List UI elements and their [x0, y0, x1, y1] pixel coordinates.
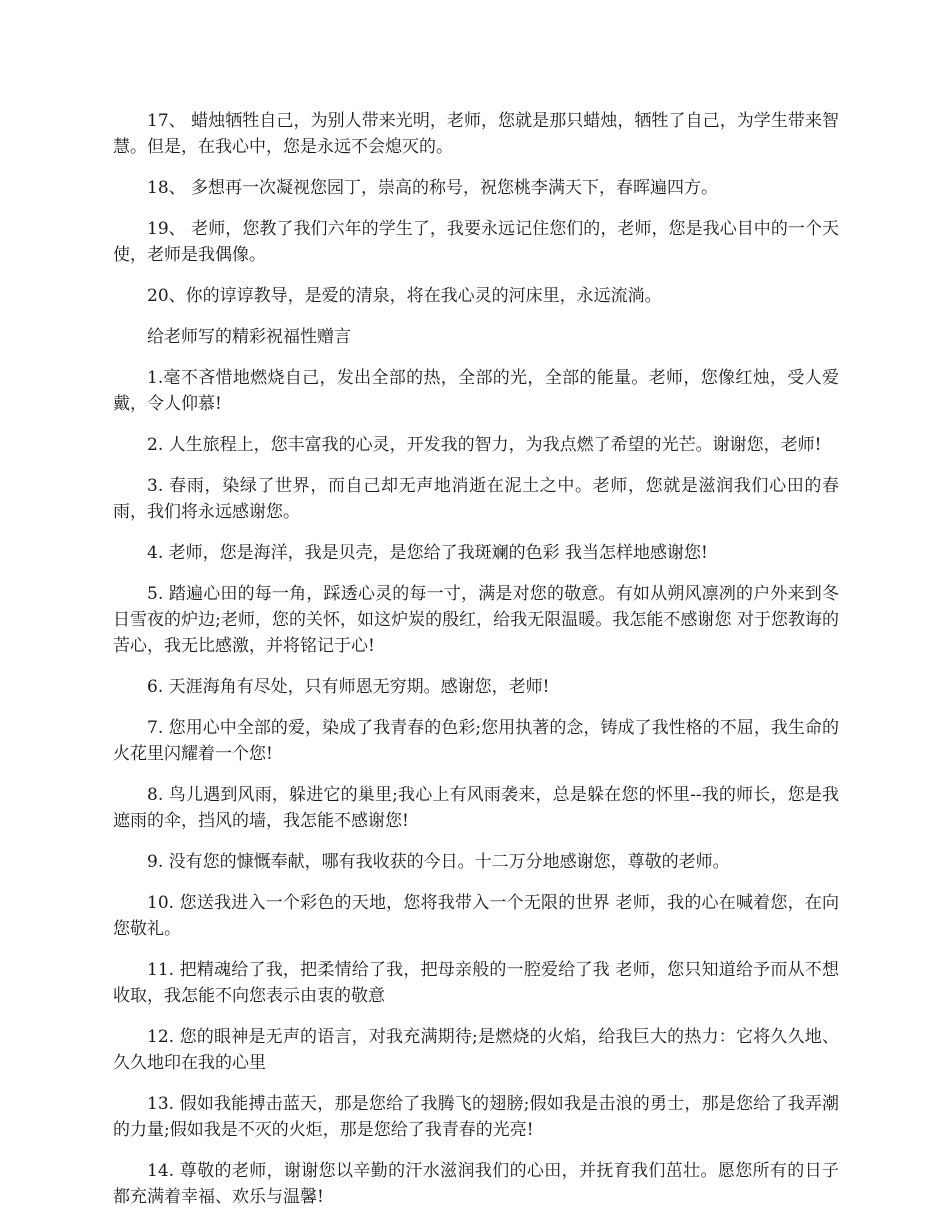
wish-11: 11. 把精魂给了我，把柔情给了我，把母亲般的一腔爱给了我 老师，您只知道给予而从不想收取，我怎能不向您表示由衷的敬意 [113, 960, 839, 1006]
wish-8: 8. 鸟儿遇到风雨，躲进它的巢里;我心上有风雨袭来，总是躲在您的怀里--我的师长，您是我遮雨的伞，挡风的墙，我怎能不感谢您! [113, 785, 839, 831]
document-page [113, 108, 839, 1225]
wish-10: 10. 您送我进入一个彩色的天地，您将我带入一个无限的世界 老师，我的心在喊着您，在向您敬礼。 [113, 893, 839, 939]
wish-7: 7. 您用心中全部的爱，染成了我青春的色彩;您用执著的念，铸成了我性格的不屈，我生命的火花里闪耀着一个您! [113, 718, 839, 764]
wish-2: 2. 人生旅程上，您丰富我的心灵，开发我的智力，为我点燃了希望的光芒。谢谢您，老师! [147, 435, 822, 455]
paragraph-20: 20、你的谆谆教导，是爱的清泉，将在我心灵的河床里，永远流淌。 [147, 286, 662, 306]
wish-6: 6. 天涯海角有尽处，只有师恩无穷期。感谢您，老师! [147, 677, 550, 697]
wish-3: 3. 春雨，染绿了世界，而自己却无声地消逝在泥土之中。老师，您就是滋润我们心田的春雨，我们将永远感谢您。 [113, 476, 839, 522]
paragraph-17: 17、 蜡烛牺牲自己，为别人带来光明，老师，您就是那只蜡烛，牺牲了自己，为学生带来智慧。但是，在我心中，您是永远不会熄灭的。 [113, 111, 839, 157]
paragraph-19: 19、 老师，您教了我们六年的学生了，我要永远记住您们的，老师，您是我心目中的一个天使，老师是我偶像。 [113, 219, 839, 265]
paragraph-18: 18、 多想再一次凝视您园丁，崇高的称号，祝您桃李满天下，春晖遍四方。 [147, 178, 719, 198]
wish-9: 9. 没有您的慷慨奉献，哪有我收获的今日。十二万分地感谢您，尊敬的老师。 [147, 852, 730, 872]
wish-4: 4. 老师，您是海洋，我是贝壳，是您给了我斑斓的色彩 我当怎样地感谢您! [147, 543, 708, 563]
wish-5: 5. 踏遍心田的每一角，踩透心灵的每一寸，满是对您的敬意。有如从朔风凛冽的户外来到冬日雪夜的炉边;老师，您的关怀，如这炉炭的殷红，给我无限温暖。我怎能不感谢您 对于您教诲的苦心，我无比感激，并将铭记于心! [113, 584, 839, 656]
wish-13: 13. 假如我能搏击蓝天，那是您给了我腾飞的翅膀;假如我是击浪的勇士，那是您给了我弄潮的力量;假如我是不灭的火炬，那是您给了我青春的光亮! [113, 1094, 839, 1140]
wish-12: 12. 您的眼神是无声的语言，对我充满期待;是燃烧的火焰，给我巨大的热力：它将久久地、久久地印在我的心里 [113, 1027, 839, 1073]
wish-14: 14. 尊敬的老师，谢谢您以辛勤的汗水滋润我们的心田，并抚育我们茁壮。愿您所有的日子都充满着幸福、欢乐与温馨! [113, 1161, 839, 1207]
section-heading: 给老师写的精彩祝福性赠言 [147, 327, 351, 347]
wish-1: 1.毫不吝惜地燃烧自己，发出全部的热，全部的光，全部的能量。老师，您像红烛，受人爱戴，令人仰慕! [113, 368, 839, 414]
